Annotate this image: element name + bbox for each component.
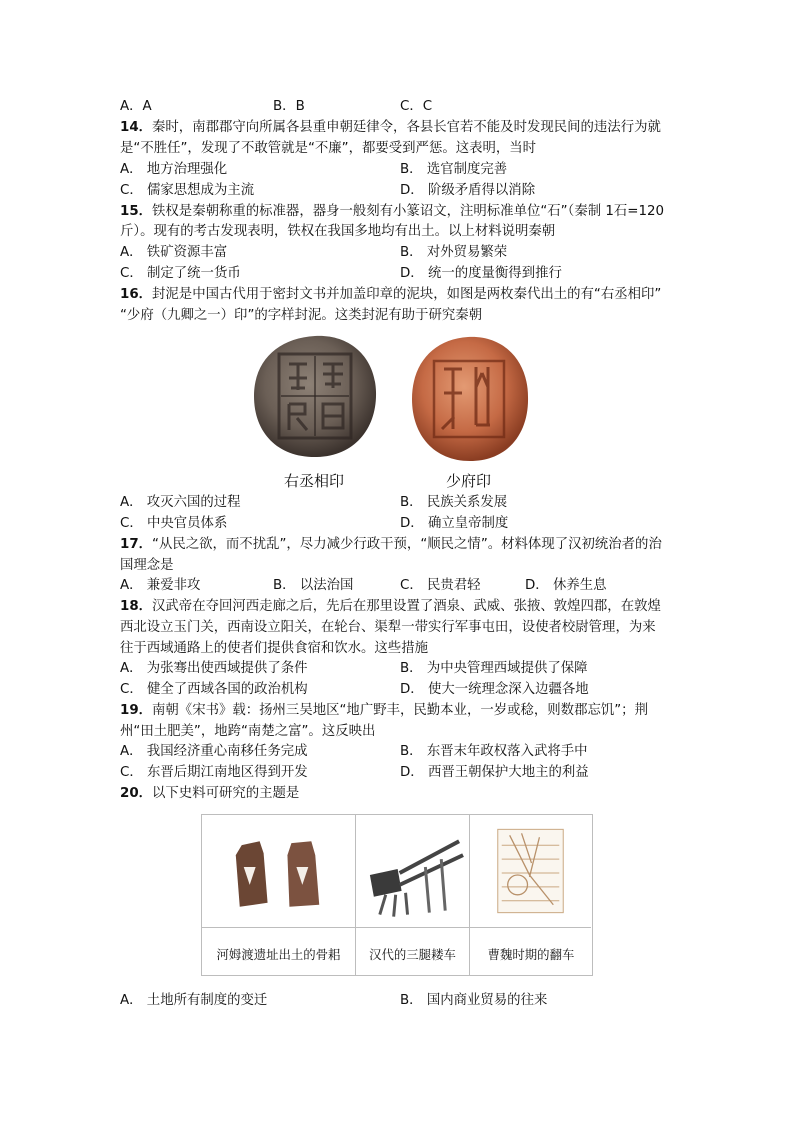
- question-15: [120, 203, 664, 221]
- seal-image-shaofu: [408, 333, 532, 465]
- question-number: 18．: [120, 599, 153, 614]
- artifact-caption: 汉代的三腿耧车: [369, 947, 456, 962]
- question-text: 铁权是秦朝称重的标准器，器身一般刻有小篆诏文，注明标准单位“石”（秦制 1石=120: [152, 204, 665, 219]
- bone-spade-image: [202, 815, 355, 928]
- question-20: [120, 785, 299, 803]
- question-text: 汉武帝在夺回河西走廊之后，先后在那里设置了酒泉、武威、张掖、敦煌四郡，在敦煌: [152, 599, 661, 614]
- question-text: 斤）。现有的考古发现表明，铁权在我国多地均有出土。以上材料说明秦朝: [120, 224, 556, 239]
- question-18: [120, 598, 661, 616]
- question-text: “少府（九卿之一）印”的字样封泥。这类封泥有助于研究秦朝: [120, 308, 483, 323]
- question-number: 15．: [120, 204, 153, 219]
- artifact-caption: 曹魏时期的翻车: [487, 947, 575, 962]
- option-b: B．B: [273, 99, 305, 114]
- option-b: B． 选官制度完善: [400, 162, 508, 177]
- question-text: 往于西域通路上的使者们提供食宿和饮水。这些措施: [120, 641, 428, 656]
- question-number: 17．: [120, 537, 153, 552]
- seal-image-right-chancellor: [249, 330, 381, 462]
- question-19: [120, 702, 648, 720]
- artifact-cell-bone-spade: [202, 815, 356, 975]
- question-number: 14．: [120, 120, 153, 135]
- question-16: [120, 286, 661, 304]
- question-text: “从民之欲，而不扰乱”，尽力减少行政干预，“顺民之情”。材料体现了汉初统治者的治: [152, 537, 662, 552]
- question-number: 19．: [120, 703, 153, 718]
- option-b: B． 为中央管理西域提供了保障: [400, 661, 588, 676]
- option-a: A． 铁矿资源丰富: [120, 245, 228, 260]
- option-b: B． 对外贸易繁荣: [400, 245, 508, 260]
- option-a: A． 土地所有制度的变迁: [120, 993, 268, 1008]
- artifact-cell-water-wheel: [470, 815, 592, 975]
- option-d: D． 西晋王朝保护大地主的利益: [400, 765, 589, 780]
- option-d: D． 阶级矛盾得以消除: [400, 183, 536, 198]
- question-text: 封泥是中国古代用于密封文书并加盖印章的泥块，如图是两枚秦代出土的有“右丞相印”: [152, 287, 662, 302]
- option-c: C． 儒家思想成为主流: [120, 183, 255, 198]
- option-c: C． 东晋后期江南地区得到开发: [120, 765, 308, 780]
- water-wheel-image: [470, 815, 591, 928]
- option-b: B． 以法治国: [273, 578, 354, 593]
- option-a: A． 攻灭六国的过程: [120, 495, 241, 510]
- question-number: 16．: [120, 287, 153, 302]
- option-d: D． 确立皇帝制度: [400, 516, 509, 531]
- question-text: 是“不胜任”，发现了不敢管就是“不廉”，都要受到严惩。这表明，当时: [120, 141, 537, 156]
- artifact-caption: 河姆渡遗址出土的骨耜: [216, 947, 341, 962]
- option-c: C． 中央官员体系: [120, 516, 228, 531]
- option-c: C． 健全了西域各国的政治机构: [120, 682, 308, 697]
- option-d: D． 统一的度量衡得到推行: [400, 266, 562, 281]
- question-text: 国理念是: [120, 558, 174, 573]
- option-d: D． 休养生息: [525, 578, 607, 593]
- option-a: A．A: [120, 99, 152, 114]
- option-c: C． 制定了统一货币: [120, 266, 241, 281]
- option-a: A． 兼爱非攻: [120, 578, 201, 593]
- option-a: A． 为张骞出使西域提供了条件: [120, 661, 308, 676]
- option-c: C．C: [400, 99, 433, 114]
- option-b: B． 国内商业贸易的往来: [400, 993, 548, 1008]
- option-b: B． 民族关系发展: [400, 495, 508, 510]
- option-c: C． 民贵君轻: [400, 578, 481, 593]
- question-text: 以下史料可研究的主题是: [152, 786, 300, 801]
- question-text: 州“田土肥美”，地跨“南楚之富”。这反映出: [120, 724, 376, 739]
- seal-caption: 少府印: [446, 472, 492, 490]
- artifact-cell-seed-drill: [356, 815, 470, 975]
- seal-caption: 右丞相印: [284, 472, 345, 490]
- artifact-image-table: [201, 814, 593, 976]
- seed-drill-image: [356, 815, 469, 928]
- question-text: 南朝《宋书》载：扬州三吴地区“地广野丰，民勤本业，一岁或稔，则数郡忘饥”；荆: [152, 703, 648, 718]
- option-b: B． 东晋末年政权落入武将手中: [400, 744, 588, 759]
- question-17: [120, 536, 662, 554]
- option-a: A． 我国经济重心南移任务完成: [120, 744, 308, 759]
- question-text: 西北设立玉门关，西南设立阳关，在轮台、渠犁一带实行军事屯田，设使者校尉管理，为来: [120, 620, 656, 635]
- option-d: D． 使大一统理念深入边疆各地: [400, 682, 589, 697]
- question-text: 秦时，南郡郡守向所属各县重申朝廷律令，各县长官若不能及时发现民间的违法行为就: [152, 120, 661, 135]
- question-14: [120, 119, 661, 137]
- question-number: 20．: [120, 786, 153, 801]
- option-a: A． 地方治理强化: [120, 162, 228, 177]
